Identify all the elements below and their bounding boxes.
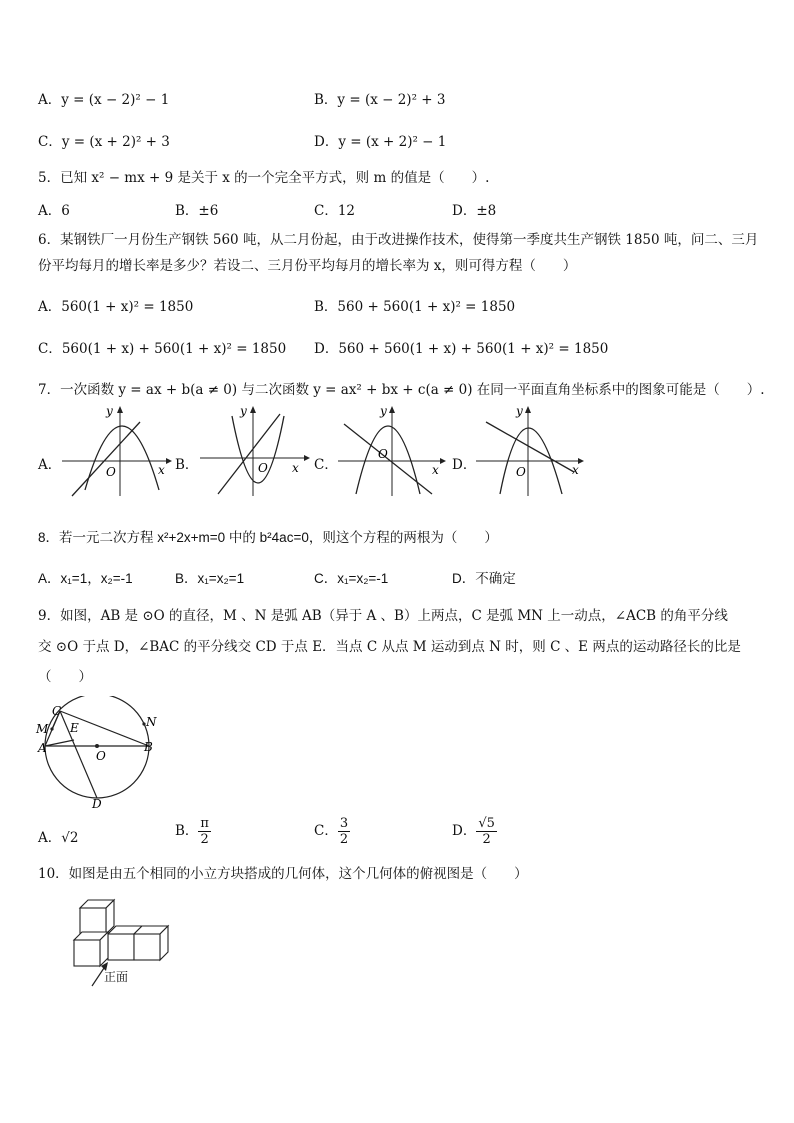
y-axis-arrow: [117, 406, 123, 413]
x-axis-arrow: [578, 458, 584, 464]
y-label: y: [516, 404, 523, 418]
q7-option-d: D．: [452, 457, 477, 473]
q5-option-c: C．12: [314, 203, 356, 219]
cube-front-face: [74, 940, 100, 966]
label-c: C: [52, 704, 62, 718]
x-label: x: [572, 463, 579, 477]
q9-option-d: [452, 816, 497, 847]
q7-stem: 7．一次函数 y = ax + b(a ≠ 0) 与二次函数 y = ax² + bx + c(a ≠ 0) 在同一平面直角坐标系中的图象可能是（ ）.: [38, 382, 765, 398]
parabola: [85, 426, 159, 490]
q6-option-a: A．560(1 + x)² = 1850: [38, 299, 194, 315]
y-label: y: [240, 404, 247, 418]
label-m: M: [36, 722, 49, 736]
y-label: y: [106, 404, 113, 418]
x-label: x: [158, 463, 165, 477]
q9-circle-figure: [30, 696, 170, 810]
q8-stem: 8．若一元二次方程 x²+2x+m=0 中的 b²4ac=0，则这个方程的两根为（ ）: [38, 530, 498, 545]
q9-stem-line2: 交 ⊙O 于点 D，∠BAC 的平分线交 CD 于点 E．当点 C 从点 M 运动到点 N 时，则 C 、E 两点的运动路径长的比是: [38, 639, 741, 655]
label-e: E: [70, 721, 79, 735]
numerator: √5: [478, 816, 495, 831]
label-d: D: [92, 797, 102, 810]
fraction: [338, 816, 350, 847]
numerator: 3: [339, 816, 349, 831]
front-arrow-shaft: [92, 968, 104, 986]
option-prefix: C．: [314, 823, 338, 839]
q4-option-b: B．y = (x − 2)² + 3: [314, 92, 446, 108]
q4-option-c: C．y = (x + 2)² + 3: [38, 134, 170, 150]
y-label: y: [380, 404, 387, 418]
denominator: 2: [200, 832, 209, 847]
y-axis-arrow: [389, 406, 395, 413]
cube-front-face: [134, 934, 160, 960]
x-axis-arrow: [166, 458, 172, 464]
origin-label: O: [106, 465, 116, 479]
numerator: π: [200, 816, 209, 831]
q4-option-a: A．y = (x − 2)² − 1: [38, 92, 170, 108]
origin-label: O: [258, 461, 268, 475]
q5-stem: 5．已知 x² − mx + 9 是关于 x 的一个完全平方式，则 m 的值是（ ）.: [38, 170, 490, 186]
option-prefix: D．: [452, 823, 477, 839]
q6-option-d: D．560 + 560(1 + x) + 560(1 + x)² = 1850: [314, 341, 609, 357]
label-b: B: [144, 740, 153, 754]
y-axis-arrow: [250, 406, 256, 413]
origin-label: O: [378, 447, 388, 461]
q8-option-a: A．x₁=1，x₂=-1: [38, 571, 133, 586]
label-o: O: [96, 749, 106, 763]
cube-front-face: [108, 934, 134, 960]
x-axis-arrow: [304, 455, 310, 461]
q7-graph-d: [474, 402, 586, 498]
option-prefix: A．: [38, 830, 62, 846]
q7-option-b: B．: [175, 457, 199, 473]
center-dot: [95, 744, 99, 748]
option-value: √2: [61, 830, 79, 846]
point-m-dot: [50, 727, 53, 730]
q7-option-c: C．: [314, 457, 338, 473]
x-label: x: [292, 461, 299, 475]
q7-graph-c: [336, 402, 448, 498]
q5-option-d: D．±8: [452, 203, 497, 219]
x-label: x: [432, 463, 439, 477]
front-view-label: 正面: [104, 970, 129, 984]
line: [486, 422, 574, 472]
q8-option-b: B．x₁=x₂=1: [175, 571, 245, 586]
q10-stem: 10．如图是由五个相同的小立方块搭成的几何体，这个几何体的俯视图是（ ）: [38, 866, 528, 882]
line: [218, 414, 280, 494]
q7-graph-a: [60, 402, 172, 498]
q5-option-b: B．±6: [175, 203, 219, 219]
segment-ae: [45, 740, 74, 746]
cube-front-face: [80, 908, 106, 934]
option-prefix: B．: [175, 823, 199, 839]
q6-option-b: B．560 + 560(1 + x)² = 1850: [314, 299, 516, 315]
q9-option-c: [314, 816, 350, 847]
line: [72, 422, 140, 496]
q9-option-b: [175, 816, 211, 847]
q6-option-c: C．560(1 + x) + 560(1 + x)² = 1850: [38, 341, 287, 357]
denominator: 2: [482, 832, 491, 847]
q5-option-a: A．6: [38, 203, 70, 219]
q8-option-d: D．不确定: [452, 571, 516, 586]
label-n: N: [146, 715, 157, 729]
denominator: 2: [339, 832, 349, 847]
fraction: [198, 816, 211, 847]
origin-label: O: [516, 465, 526, 479]
q7-graph-b: [198, 402, 310, 498]
q8-option-c: C．x₁=x₂=-1: [314, 571, 389, 586]
q9-stem-line1: 9．如图，AB 是 ⊙O 的直径，M 、N 是弧 AB（异于 A 、B）上两点，C 是弧 MN 上一动点，∠ACB 的角平分线: [38, 608, 728, 624]
q7-option-a: A．: [38, 457, 62, 473]
parabola: [356, 426, 420, 494]
q9-stem-line3: （ ）: [38, 669, 92, 685]
q4-option-d: D．y = (x + 2)² − 1: [314, 134, 447, 150]
q9-option-a: [38, 826, 78, 846]
fraction: [476, 816, 497, 847]
x-axis-arrow: [440, 458, 446, 464]
y-axis-arrow: [525, 406, 531, 413]
q6-stem: 6．某钢铁厂一月份生产钢铁 560 吨，从二月份起，由于改进操作技术，使得第一季度共生产钢铁 1850 吨，问二、三月份平均每月的增长率是多少？若设二、三月份平均每月的增长率为 x，则可得方程（ ）: [38, 232, 759, 274]
line: [344, 424, 432, 494]
label-a: A: [38, 741, 47, 755]
